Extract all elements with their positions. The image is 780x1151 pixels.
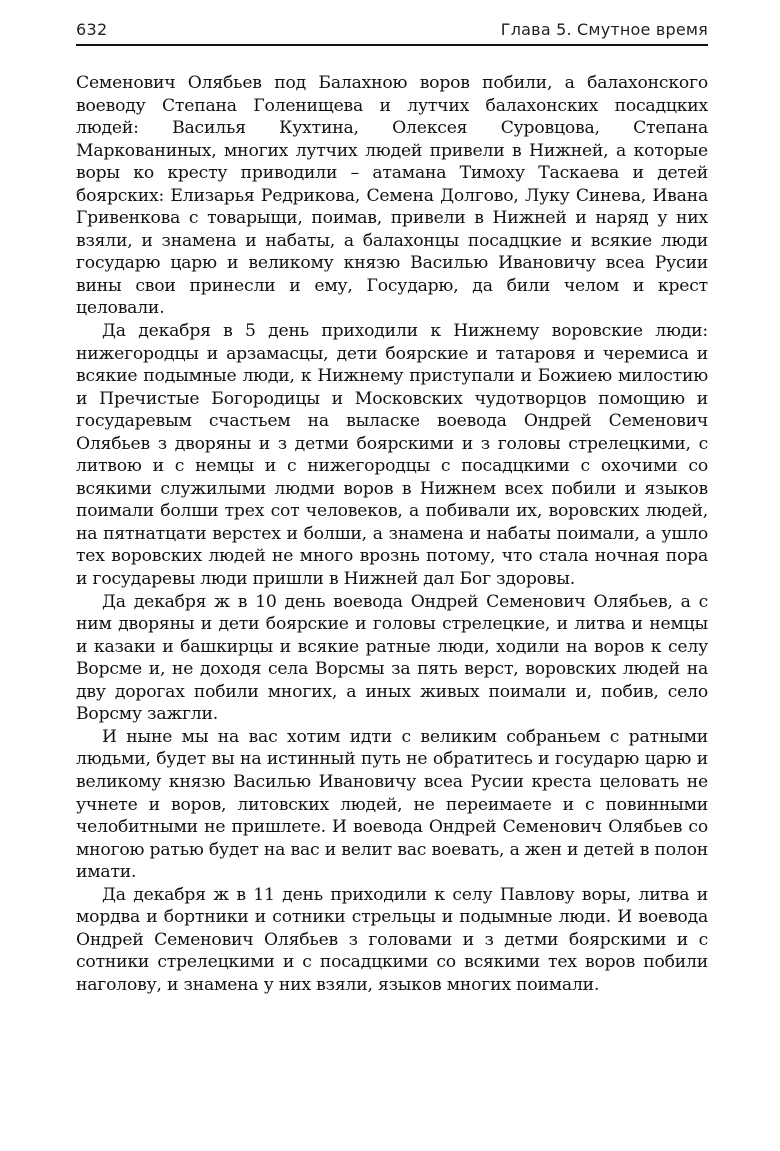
paragraph: Семенович Олябьев под Балахною воров побили, а балахонского воеводу Степана Голенищева и лутчих балахонских посадцких людей: Василья Кухтина, Олексея Суровцова, Степана Маркованиных, многих лутчих людей привели в Нижней, а которые воры ко кресту приводили – атамана Тимоху Таскаева и детей боярских: Елизарья Редрикова, Семена Долгово, Луку Синева, Ивана Гривенкова с товарыщи, поимав, привели в Нижней и наряд у них взяли, и знамена и набаты, а балахонцы посадцкие и всякие люди государю царю и великому князю Василью Ивановичу всеа Русии вины свои принесли и ему, Государю, да били челом и крест целовали.	[76, 73, 708, 319]
paragraph: И ныне мы на вас хотим идти с великим собраньем с ратными людьми, будет вы на истинный путь не обратитесь и государю царю и великому князю Василью Ивановичу всеа Русии креста целовать не учнете и воров, литовских людей, не переимаете и с повинными челобитными не пришлете. И воевода Ондрей Семенович Олябьев со многою ратью будет на вас и велит вас воевать, а жен и детей в полон имати.	[76, 726, 708, 883]
page-number: 632	[76, 20, 108, 39]
running-title: Глава 5. Смутное время	[500, 20, 708, 39]
paragraph: Да декабря ж в 11 день приходили к селу Павлову воры, литва и мордва и бортники и сотники стрельцы и подымные люди. И воевода Ондрей Семенович Олябьев з головами и з детми боярскими и с сотники стрелецкими и с посадцкими со всякими тех воров побили наголову, и знамена у них взяли, языков многих поимали.	[76, 884, 708, 995]
paragraph: Да декабря ж в 10 день воевода Ондрей Семенович Олябьев, а с ним дворяны и дети боярские и головы стрелецкие, и литва и немцы и казаки и башкирцы и всякие ратные люди, ходили на воров к селу Ворсме и, не доходя села Ворсмы за пять верст, воровских людей на дву дорогах побили многих, а иных живых поимали и, побив, село Ворсму зажгли.	[76, 591, 708, 725]
page-header	[76, 20, 708, 46]
body-text	[76, 72, 708, 996]
book-page	[76, 20, 708, 996]
paragraph: Да декабря в 5 день приходили к Нижнему воровские люди: нижегородцы и арзамасцы, дети боярские и татаровя и черемиса и всякие подымные люди, к Нижнему приступали и Божиею милостию и Пречистые Богородицы и Московских чудотворцов помощию и государевым счастьем на выласке воевода Ондрей Семенович Олябьев з дворяны и з детми боярскими и з головы стрелецкими, с литвою и с немцы и с нижегородцы с посадцкими с охочими со всякими служилыми людми воров в Нижнем всех побили и языков поимали болши трех сот человеков, а побивали их, воровских людей, на пятнатцати верстех и болши, а знамена и набаты поимали, а ушло тех воровских людей не много врознь потому, что стала ночная пора и государевы люди пришли в Нижней дал Бог здоровы.	[76, 321, 708, 590]
